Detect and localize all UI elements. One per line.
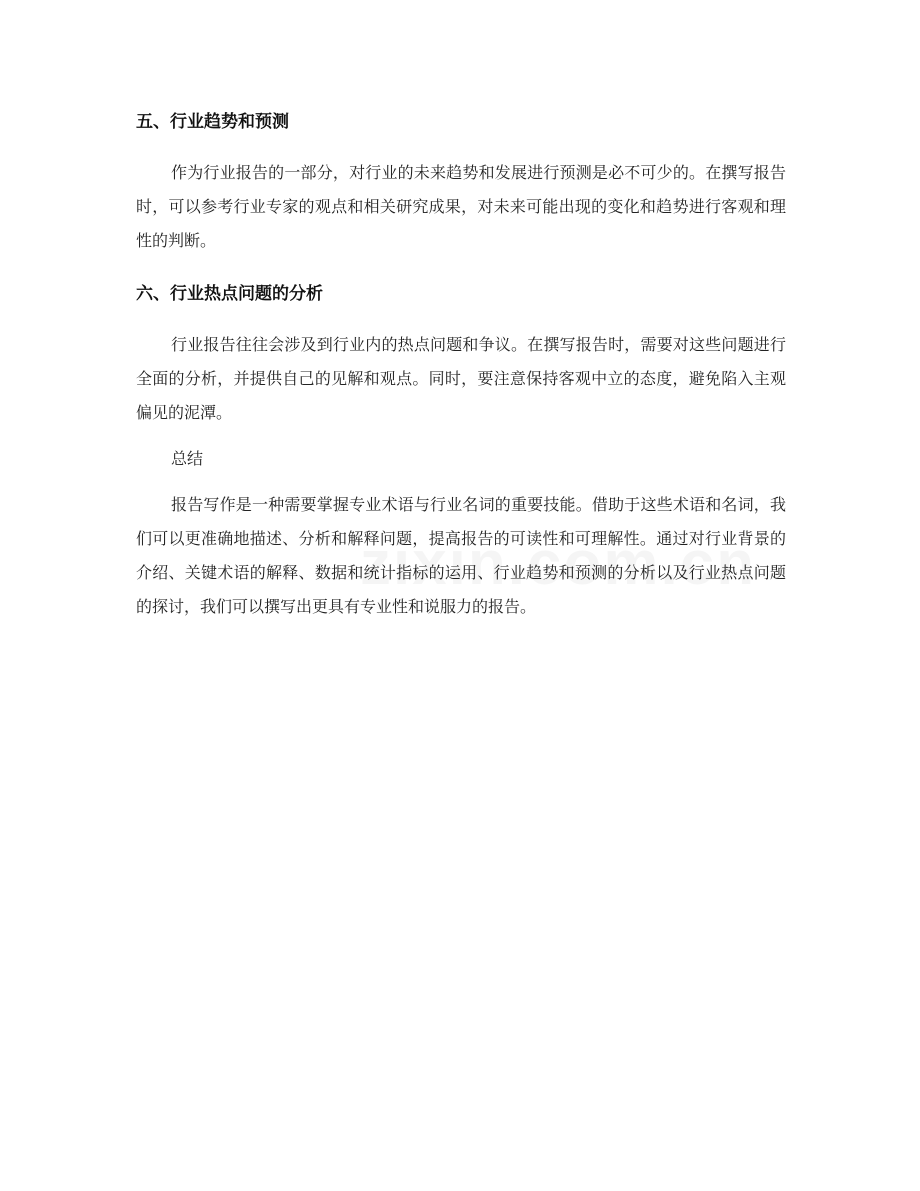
summary-title: 总结 <box>171 449 204 468</box>
section-heading-trends: 五、行业趋势和预测 <box>136 112 289 132</box>
section-heading-hot-issues: 六、行业热点问题的分析 <box>136 284 323 304</box>
summary-paragraph: 报告写作是一种需要掌握专业术语与行业名词的重要技能。借助于这些术语和名词，我们可以更准确地描述、分析和解释问题，提高报告的可读性和可理解性。通过对行业背景的介绍、关键术语的解释、数据和统计指标的运用、行业趋势和预测的分析以及行业热点问题的探讨，我们可以撰写出更具有专业性和说服力的报告。 <box>136 495 786 616</box>
section-paragraph-hot-issues: 行业报告往往会涉及到行业内的热点问题和争议。在撰写报告时，需要对这些问题进行全面的分析，并提供自己的见解和观点。同时，要注意保持客观中立的态度，避免陷入主观偏见的泥潭。 <box>136 335 786 422</box>
section-paragraph-trends: 作为行业报告的一部分，对行业的未来趋势和发展进行预测是必不可少的。在撰写报告时，可以参考行业专家的观点和相关研究成果，对未来可能出现的变化和趋势进行客观和理性的判断。 <box>136 163 786 250</box>
document-content <box>136 106 786 624</box>
